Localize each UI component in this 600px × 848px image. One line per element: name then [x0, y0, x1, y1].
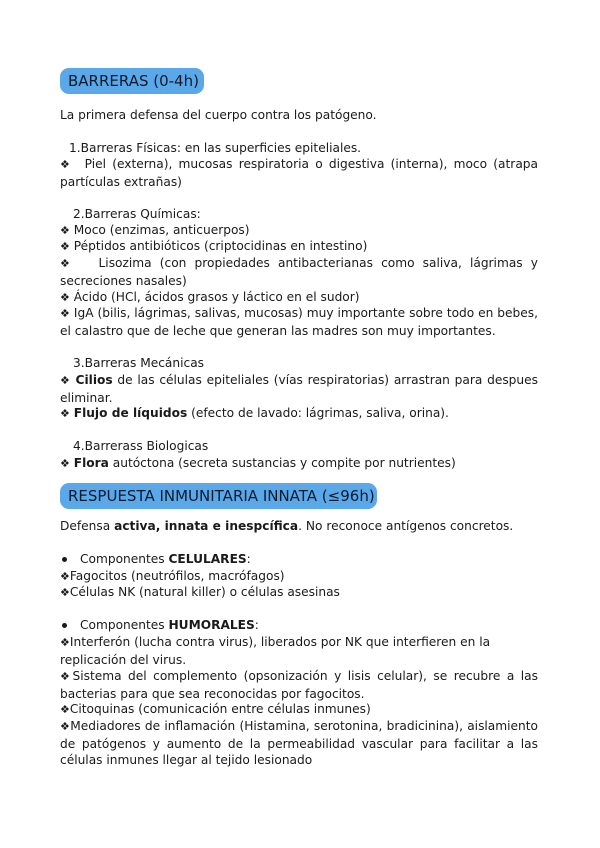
- diamond-bullet-icon: ❖: [60, 586, 70, 599]
- diamond-bullet-icon: ❖: [60, 257, 75, 270]
- diamond-bullet-icon: ❖: [60, 703, 70, 716]
- diamond-bullet-icon: ❖: [60, 670, 73, 683]
- heading-respuesta-innata: RESPUESTA INMUNITARIA INNATA (≤96h): [60, 483, 377, 509]
- diamond-bullet-icon: ❖: [60, 224, 70, 237]
- humorales-title: Componentes HUMORALES:: [80, 618, 259, 632]
- list-item: ❖Citoquinas (comunicación entre células inmunes): [60, 702, 371, 716]
- diamond-bullet-icon: ❖: [60, 240, 70, 253]
- diamond-bullet-icon: ❖: [60, 158, 73, 171]
- section-title-quimicas: 2.Barreras Químicas:: [73, 207, 201, 221]
- list-item: ❖Fagocitos (neutrófilos, macrófagos): [60, 569, 285, 583]
- list-item: ❖Interferón (lucha contra virus), liberados por NK que interfieren en la replicación del virus.: [60, 635, 491, 667]
- celulares-title: Componentes CELULARES:: [80, 552, 251, 566]
- diamond-bullet-icon: ❖: [60, 720, 71, 733]
- diamond-bullet-icon: ❖: [60, 307, 70, 320]
- list-item: ❖Sistema del complemento (opsonización y lisis celular), se recubre a las bacterias para que sea reconocidas por fagocitos.: [60, 669, 538, 701]
- diamond-bullet-icon: ❖: [60, 407, 70, 420]
- bullet-dot-icon: [62, 623, 67, 628]
- list-item: ❖ Ácido (HCl, ácidos grasos y láctico en el sudor): [60, 290, 360, 304]
- section-title-mecanicas: 3.Barreras Mecánicas: [73, 356, 205, 370]
- section-title-biologicas: 4.Barrerass Biologicas: [73, 439, 209, 453]
- list-item: ❖ Piel (externa), mucosas respiratoria o digestiva (interna), moco (atrapa partículas extrañas): [60, 157, 538, 189]
- list-item: ❖ Flujo de líquidos (efecto de lavado: lágrimas, saliva, orina).: [60, 406, 449, 420]
- list-item: ❖ Lisozima (con propiedades antibacterianas como saliva, lágrimas y secreciones nasales): [60, 256, 538, 288]
- list-item: ❖ Moco (enzimas, anticuerpos): [60, 223, 250, 237]
- list-item: ❖ Flora autóctona (secreta sustancias y compite por nutrientes): [60, 456, 456, 470]
- diamond-bullet-icon: ❖: [60, 291, 70, 304]
- diamond-bullet-icon: ❖: [60, 374, 71, 387]
- intro-text: La primera defensa del cuerpo contra los patógeno.: [60, 108, 377, 122]
- list-item: ❖ Péptidos antibióticos (criptocidinas en intestino): [60, 239, 368, 253]
- diamond-bullet-icon: ❖: [60, 570, 70, 583]
- heading-barreras: BARRERAS (0-4h): [60, 68, 204, 94]
- list-item: ❖Células NK (natural killer) o células asesinas: [60, 585, 340, 599]
- diamond-bullet-icon: ❖: [60, 457, 70, 470]
- list-item: ❖Mediadores de inflamación (Histamina, serotonina, bradicinina), aislamiento de patógenos y aumento de la permeabilidad vascular para facilitar a las células inmunes llegar al tejido lesionado: [60, 719, 538, 768]
- list-item: ❖ IgA (bilis, lágrimas, salivas, mucosas) muy importante sobre todo en bebes, el calastro que de leche que generan las madres son muy importantes.: [60, 306, 539, 338]
- list-item: ❖ Cilios de las células epiteliales (vías respiratorias) arrastran para despues eliminar.: [60, 373, 538, 405]
- diamond-bullet-icon: ❖: [60, 636, 70, 649]
- bullet-dot-icon: [62, 557, 67, 562]
- innata-intro: Defensa activa, innata e inespcífica. No reconoce antígenos concretos.: [60, 519, 514, 533]
- section-title-fisicas: 1.Barreras Físicas: en las superficies epiteliales.: [69, 141, 362, 155]
